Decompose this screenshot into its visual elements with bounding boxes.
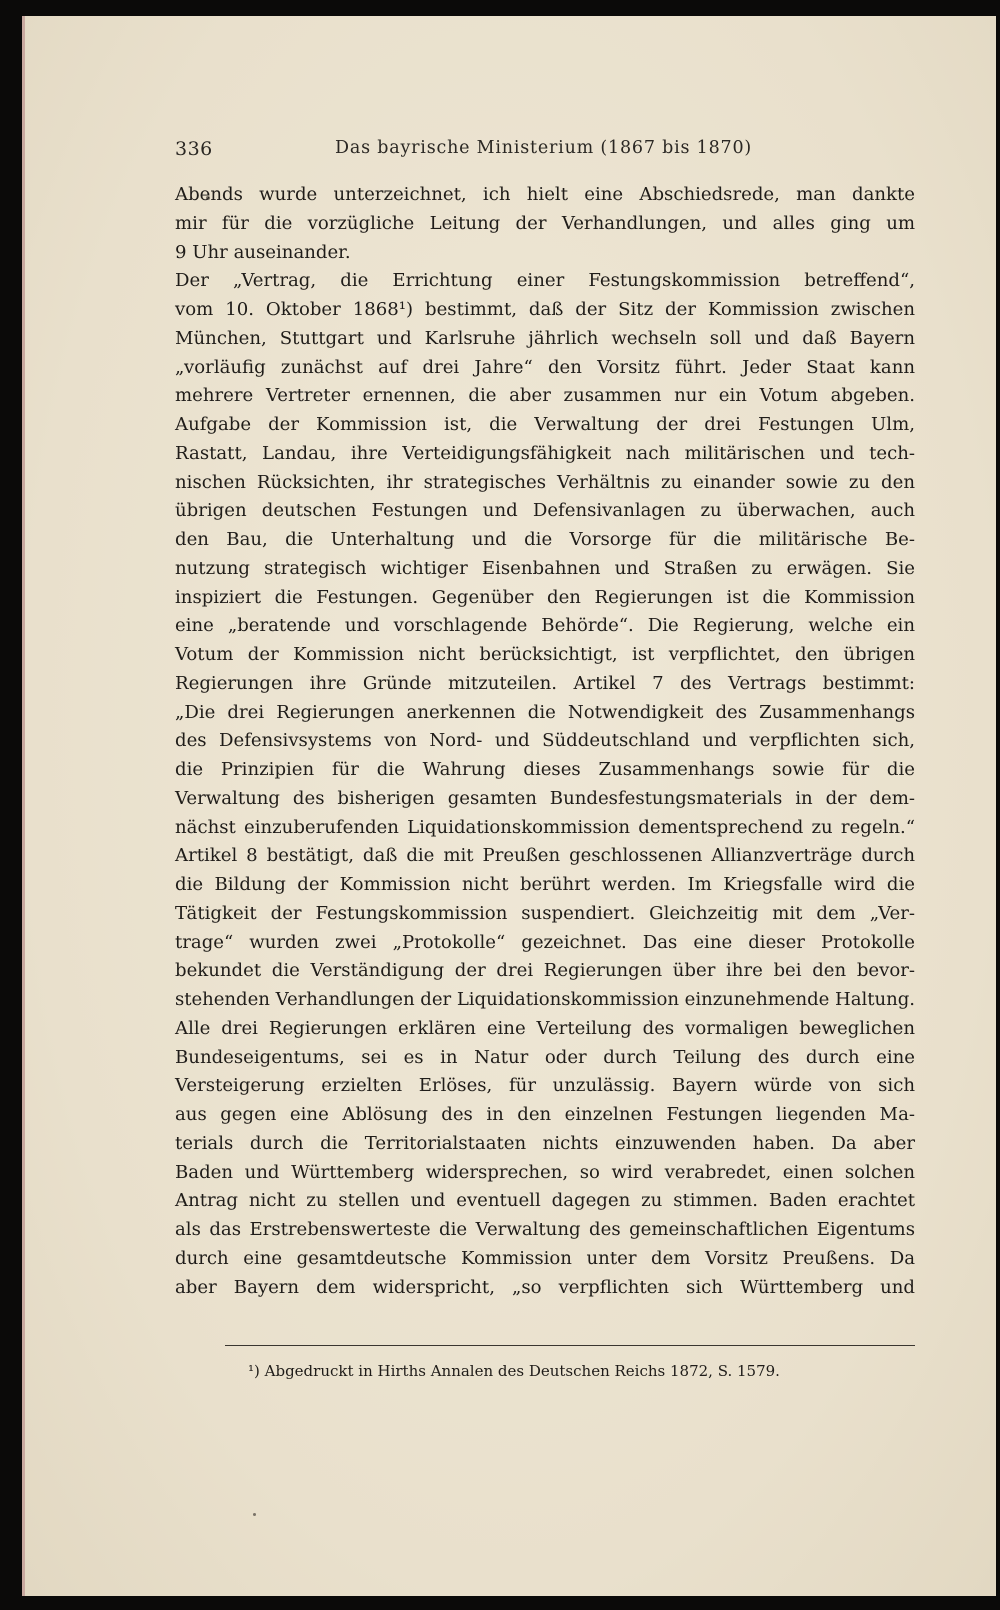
text-line: die Bildung der Kommission nicht berührt werden. Im Kriegsfalle wird die (175, 874, 915, 895)
text-line: Tätigkeit der Festungskommission suspendiert. Gleichzeitig mit dem „Ver- (175, 902, 915, 924)
text-line: Antrag nicht zu stellen und eventuell dagegen zu stimmen. Baden erachtet (175, 1190, 915, 1212)
text-line: mir für die vorzügliche Leitung der Verhandlungen, und alles ging um (175, 212, 915, 234)
text-line: nutzung strategisch wichtiger Eisenbahnen und Straßen zu erwägen. Sie (175, 557, 915, 579)
page-number: 336 (175, 138, 213, 160)
text-line: Versteigerung erzielten Erlöses, für unzulässig. Bayern würde von sich (175, 1075, 915, 1097)
text-line: trage“ wurden zwei „Protokolle“ gezeichnet. Das eine dieser Protokolle (175, 931, 915, 953)
text-line: übrigen deutschen Festungen und Defensivanlagen zu überwachen, auch (175, 500, 915, 522)
text-line: Bundeseigentums, sei es in Natur oder durch Teilung des durch eine (175, 1046, 915, 1068)
text-line: durch eine gesamtdeutsche Kommission unter dem Vorsitz Preußens. Da (175, 1247, 915, 1269)
text-line: 9 Uhr auseinander. (175, 241, 351, 263)
text-line: Abends wurde unterzeichnet, ich hielt eine Abschiedsrede, man dankte (175, 184, 915, 205)
text-line: den Bau, die Unterhaltung und die Vorsorge für die militärische Be- (175, 529, 915, 550)
text-line: die Prinzipien für die Wahrung dieses Zusammenhangs sowie für die (175, 759, 915, 780)
text-line: eine „beratende und vorschlagende Behörde“. Die Regierung, welche ein (175, 615, 915, 637)
running-head (175, 138, 915, 168)
text-line: Baden und Württemberg widersprechen, so wird verabredet, einen solchen (175, 1161, 915, 1183)
text-line: München, Stuttgart und Karlsruhe jährlich wechseln soll und daß Bayern (175, 327, 915, 349)
text-line: Artikel 8 bestätigt, daß die mit Preußen geschlossenen Allianzverträge durch (175, 845, 915, 867)
text-line: Alle drei Regierungen erklären eine Verteilung des vormaligen beweglichen (175, 1017, 915, 1039)
footnote: ¹) Abgedruckt in Hirths Annalen des Deutschen Reichs 1872, S. 1579. (248, 1362, 780, 1380)
text-line: nischen Rücksichten, ihr strategisches Verhältnis zu einander sowie zu den (175, 471, 915, 493)
text-line: „Die drei Regierungen anerkennen die Notwendigkeit des Zusammenhangs (175, 701, 915, 723)
text-line: aus gegen eine Ablösung des in den einzelnen Festungen liegenden Ma- (175, 1104, 915, 1125)
text-line: Aufgabe der Kommission ist, die Verwaltung der drei Festungen Ulm, (175, 414, 915, 435)
text-line: Rastatt, Landau, ihre Verteidigungsfähigkeit nach militärischen und tech- (175, 442, 915, 464)
text-line: stehenden Verhandlungen der Liquidationskommission einzunehmende Haltung. (175, 989, 915, 1010)
text-line: inspiziert die Festungen. Gegenüber den Regierungen ist die Kommission (175, 586, 915, 608)
footnote-rule (225, 1345, 915, 1346)
body-text (175, 181, 915, 1302)
text-line: Verwaltung des bisherigen gesamten Bundesfestungsmaterials in der dem- (175, 787, 915, 809)
paper-speck (253, 1513, 256, 1516)
text-line: nächst einzuberufenden Liquidationskommission dementsprechend zu regeln.“ (175, 816, 915, 838)
text-line: Votum der Kommission nicht berücksichtigt, ist verpflichtet, den übrigen (175, 644, 915, 665)
text-line: „vorläufig zunächst auf drei Jahre“ den Vorsitz führt. Jeder Staat kann (175, 356, 915, 378)
text-line: Regierungen ihre Gründe mitzuteilen. Artikel 7 des Vertrags bestimmt: (175, 672, 915, 694)
text-line: terials durch die Territorialstaaten nichts einzuwenden haben. Da aber (175, 1132, 915, 1154)
text-line: Der „Vertrag, die Errichtung einer Festungskommission betreffend“, (175, 270, 915, 292)
text-line: bekundet die Verständigung der drei Regierungen über ihre bei den bevor- (175, 960, 915, 982)
text-line: des Defensivsystems von Nord- und Süddeutschland und verpflichten sich, (175, 730, 915, 752)
running-title: Das bayrische Ministerium (1867 bis 1870) (335, 138, 753, 158)
text-line: mehrere Vertreter ernennen, die aber zusammen nur ein Votum abgeben. (175, 385, 915, 407)
text-line: als das Erstrebenswerteste die Verwaltung des gemeinschaftlichen Eigentums (175, 1219, 915, 1240)
text-line: vom 10. Oktober 1868¹) bestimmt, daß der Sitz der Kommission zwischen (175, 299, 915, 320)
text-line: aber Bayern dem widerspricht, „so verpflichten sich Württemberg und (175, 1276, 915, 1298)
